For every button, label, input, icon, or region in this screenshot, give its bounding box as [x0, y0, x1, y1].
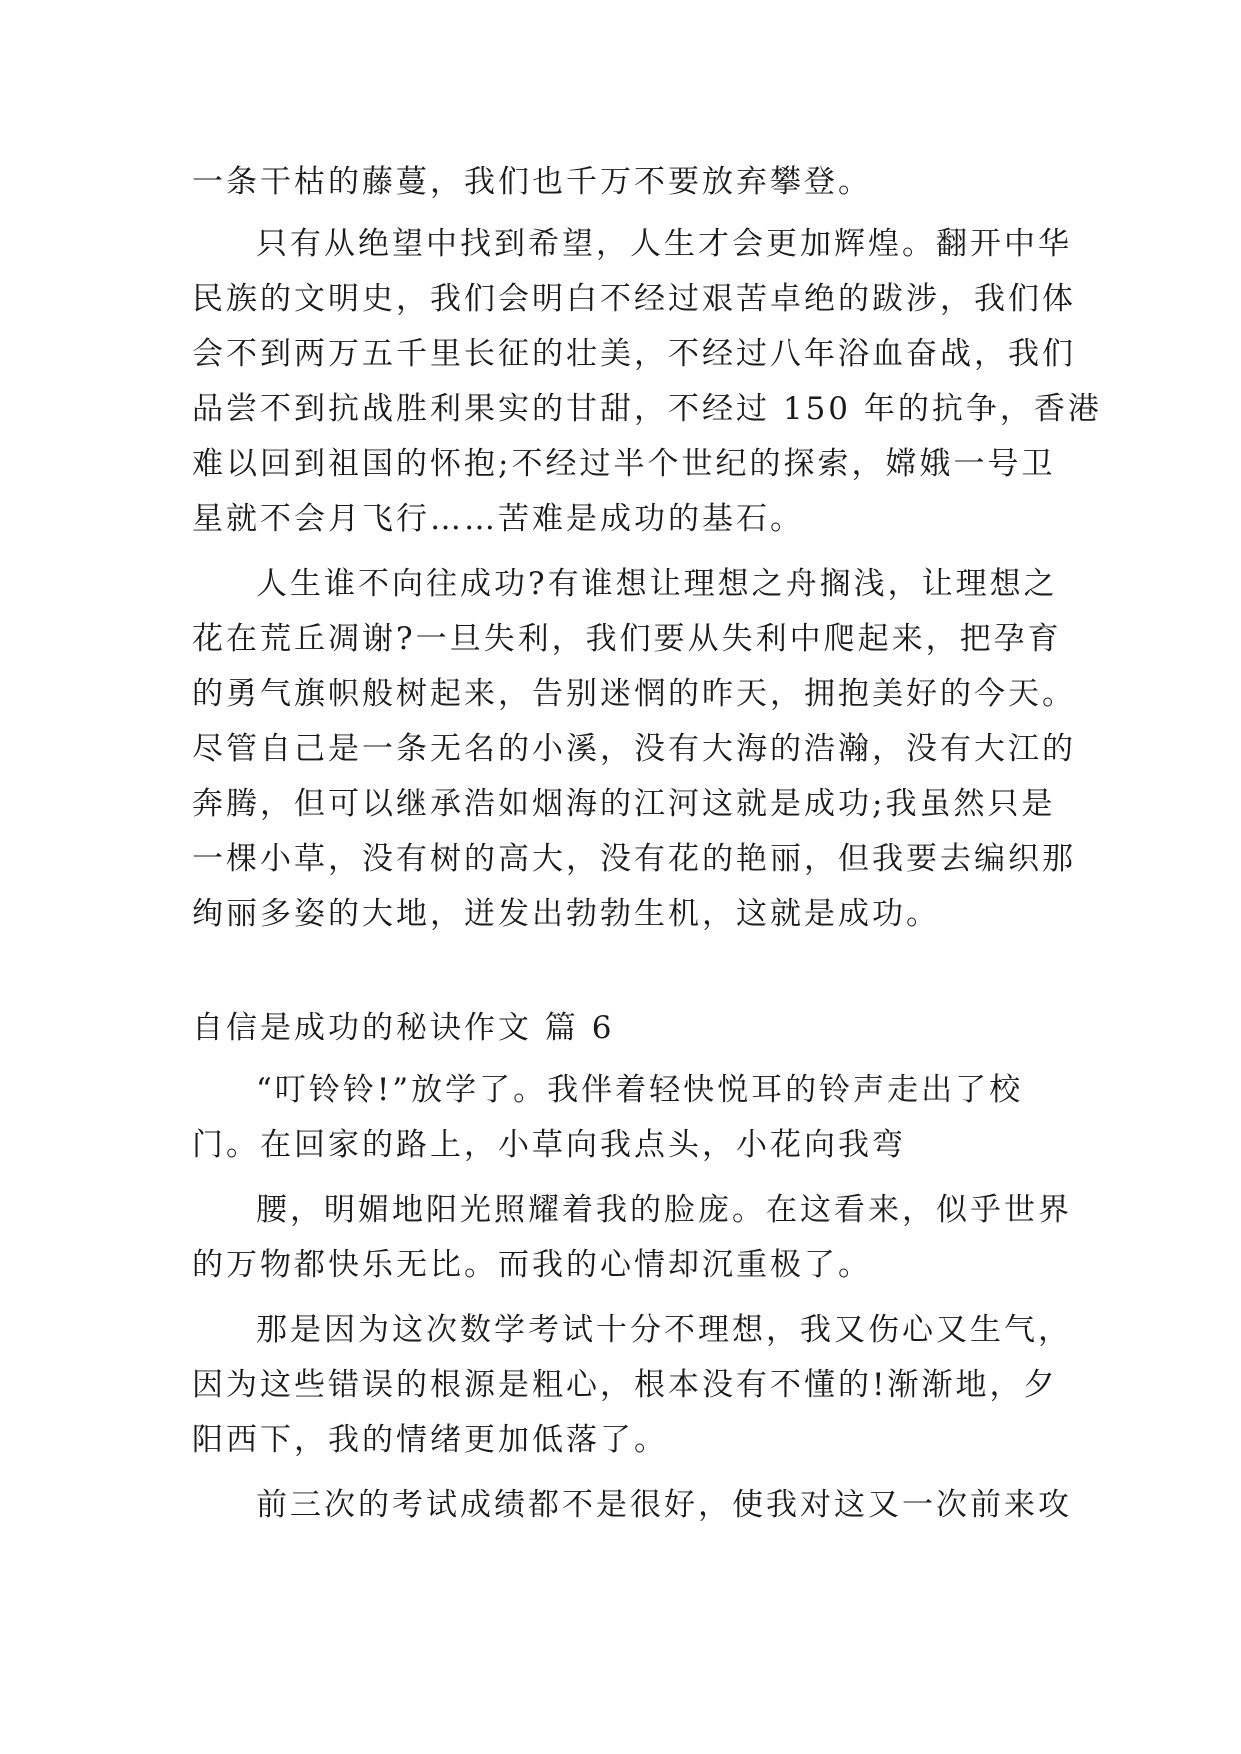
paragraph-5-line-1: 腰，明媚地阳光照耀着我的脸庞。在这看来，似乎世界 — [256, 1192, 1072, 1228]
paragraph-2-line-5: 难以回到祖国的怀抱;不经过半个世纪的探索，嫦娥一号卫 — [192, 446, 1056, 482]
paragraph-2-line-1: 只有从绝望中找到希望，人生才会更加辉煌。翻开中华 — [256, 226, 1072, 262]
paragraph-4-line-2: 门。在回家的路上，小草向我点头，小花向我弯 — [192, 1127, 906, 1163]
paragraph-3-line-3: 的勇气旗帜般树起来，告别迷惘的昨天，拥抱美好的今天。 — [192, 676, 1076, 712]
paragraph-3-line-6: 一棵小草，没有树的高大，没有花的艳丽，但我要去编织那 — [192, 841, 1076, 877]
paragraph-6-line-3: 阳西下，我的情绪更加低落了。 — [192, 1422, 668, 1458]
paragraph-2-line-6: 星就不会月飞行……苦难是成功的基石。 — [192, 501, 804, 537]
paragraph-3-line-1: 人生谁不向往成功?有谁想让理想之舟搁浅，让理想之 — [256, 566, 1058, 602]
paragraph-3-line-7: 绚丽多姿的大地，迸发出勃勃生机，这就是成功。 — [192, 896, 940, 932]
paragraph-6-line-2: 因为这些错误的根源是粗心，根本没有不懂的!渐渐地，夕 — [192, 1367, 1058, 1403]
paragraph-2-line-2: 民族的文明史，我们会明白不经过艰苦卓绝的跋涉，我们体 — [192, 281, 1076, 317]
paragraph-6-line-1: 那是因为这次数学考试十分不理想，我又伤心又生气， — [256, 1312, 1072, 1348]
paragraph-4-line-1: “叮铃铃!”放学了。我伴着轻快悦耳的铃声走出了校 — [256, 1072, 1024, 1108]
paragraph-3-line-5: 奔腾，但可以继承浩如烟海的江河这就是成功;我虽然只是 — [192, 786, 1056, 822]
paragraph-3-line-2: 花在荒丘凋谢?一旦失利，我们要从失利中爬起来，把孕育 — [192, 621, 1062, 657]
paragraph-1-line-1: 一条干枯的藤蔓，我们也千万不要放弃攀登。 — [192, 164, 872, 200]
paragraph-3-line-4: 尽管自己是一条无名的小溪，没有大海的浩瀚，没有大江的 — [192, 731, 1076, 767]
section-title: 自信是成功的秘诀作文 篇 6 — [192, 1010, 615, 1046]
paragraph-2-line-4: 品尝不到抗战胜利果实的甘甜，不经过 150 年的抗争，香港 — [192, 391, 1102, 427]
paragraph-5-line-2: 的万物都快乐无比。而我的心情却沉重极了。 — [192, 1247, 872, 1283]
paragraph-7-line-1: 前三次的考试成绩都不是很好，使我对这又一次前来攻 — [256, 1487, 1072, 1523]
paragraph-2-line-3: 会不到两万五千里长征的壮美，不经过八年浴血奋战，我们 — [192, 336, 1076, 372]
